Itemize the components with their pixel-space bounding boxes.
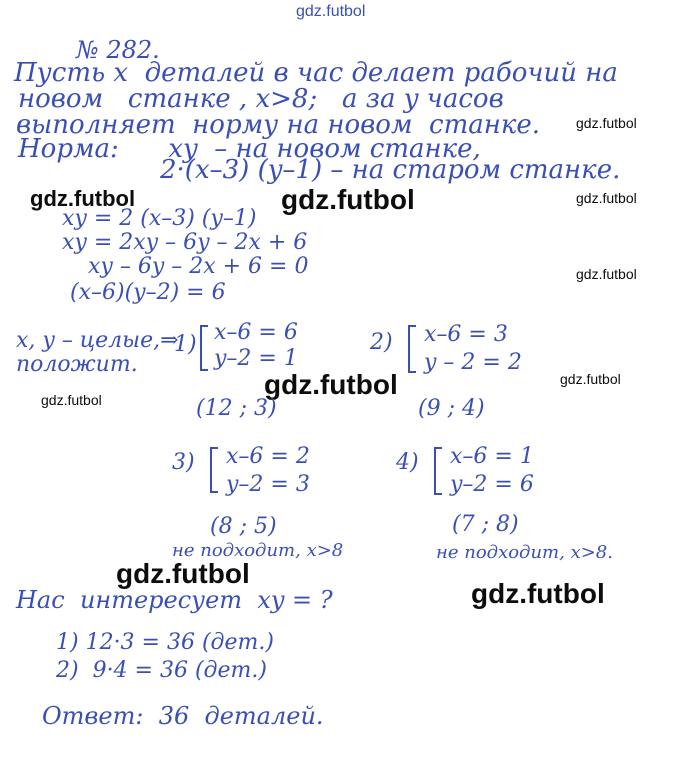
case-4-number: 4) [396, 450, 419, 475]
watermark: gdz.futbol [116, 558, 250, 589]
case-4-answer: (7 ; 8) [452, 512, 519, 537]
case-3-number: 3) [172, 450, 195, 475]
watermark: gdz.futbol [576, 266, 637, 282]
case-2-answer: (9 ; 4) [418, 396, 485, 421]
case-4-eq-1: x–6 = 1 [450, 444, 534, 469]
watermark-top: gdz.futbol [296, 3, 366, 20]
bracket-icon [432, 446, 444, 496]
calc-line-1: 1) 12·3 = 36 (дет.) [56, 630, 274, 655]
statement-line-1: Пусть x деталей в час делает рабочий на [14, 58, 618, 88]
case-1-number: 1) [174, 332, 197, 357]
case-4-note: не подходит, x>8. [436, 542, 613, 563]
calc-line-2: 2) 9·4 = 36 (дет.) [56, 658, 267, 683]
bracket-icon [406, 324, 418, 374]
watermark: gdz.futbol [560, 371, 621, 387]
case-3-eq-1: x–6 = 2 [226, 444, 310, 469]
norm-line-2: 2·(x–3) (y–1) – на старом станке. [160, 155, 621, 185]
watermark: gdz.futbol [576, 115, 637, 131]
case-3-eq-2: y–2 = 3 [226, 472, 310, 497]
case-2-eq-2: y – 2 = 2 [424, 350, 522, 375]
statement-line-2: новом станке , x>8; а за y часов [18, 84, 504, 114]
equation-4: (x–6)(y–2) = 6 [70, 280, 226, 305]
condition-positive: положит. [16, 352, 138, 377]
watermark: gdz.futbol [471, 578, 605, 609]
watermark: gdz.futbol [41, 392, 102, 408]
condition-integers: x, y – целые,⇒ [16, 328, 179, 353]
case-1-eq-1: x–6 = 6 [214, 320, 298, 345]
bracket-icon [208, 446, 220, 494]
norm-line-1: Норма: xy – на новом станке, [18, 134, 481, 164]
case-3-answer: (8 ; 5) [210, 514, 277, 539]
equation-2: xy = 2xy – 6y – 2x + 6 [62, 230, 308, 255]
watermark: gdz.futbol [264, 369, 398, 400]
case-3-note: не подходит, x>8 [172, 540, 344, 561]
answer-line: Ответ: 36 деталей. [42, 702, 324, 730]
watermark: gdz.futbol [281, 184, 415, 215]
watermark: gdz.futbol [576, 190, 637, 206]
equation-3: xy – 6y – 2x + 6 = 0 [88, 254, 309, 279]
case-2-eq-1: x–6 = 3 [424, 322, 508, 347]
question-line: Нас интересует xy = ? [16, 586, 333, 614]
bracket-icon [198, 324, 210, 372]
problem-number: № 282. [76, 36, 160, 64]
case-1-eq-2: y–2 = 1 [214, 346, 298, 371]
watermark: gdz.futbol [30, 186, 136, 211]
case-1-answer: (12 ; 3) [196, 396, 277, 421]
equation-1: xy = 2 (x–3) (y–1) [62, 206, 257, 231]
case-4-eq-2: y–2 = 6 [450, 472, 534, 497]
statement-line-3: выполняет норму на новом станке. [16, 110, 541, 140]
case-2-number: 2) [370, 330, 393, 355]
